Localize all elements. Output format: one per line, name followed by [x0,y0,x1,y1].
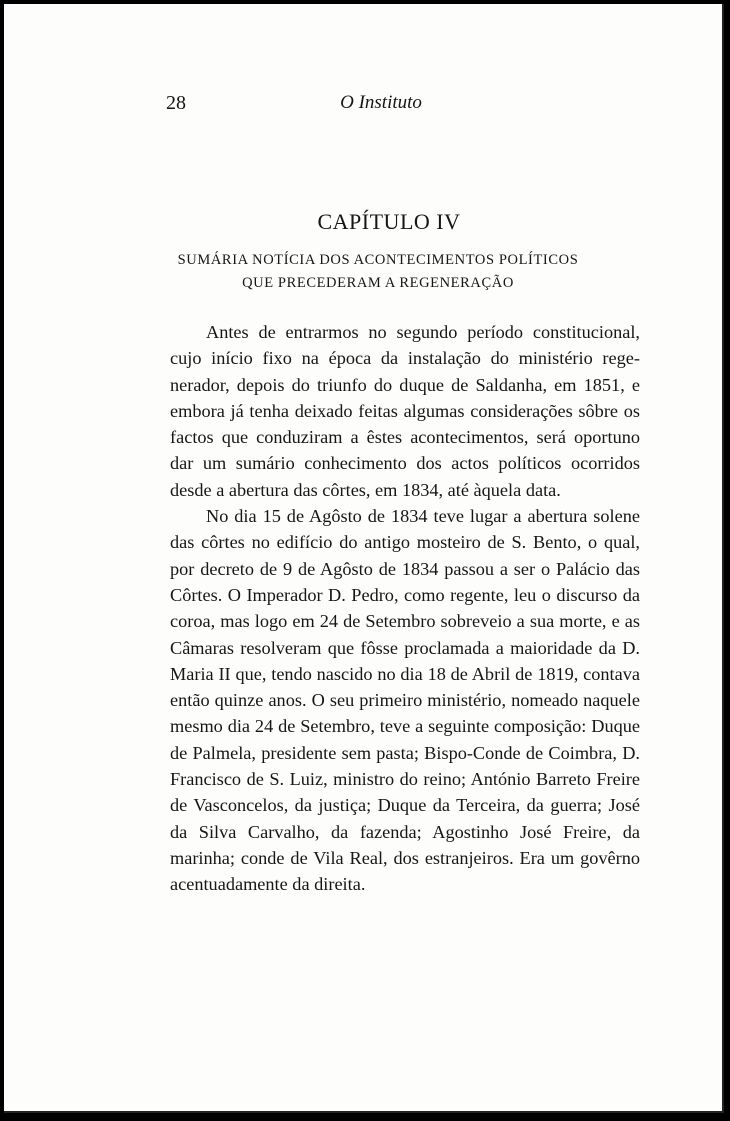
book-page [4,4,724,1113]
chapter-subtitle-line-1: SUMÁRIA NOTÍCIA DOS ACONTECIMENTOS POLÍTICOS [177,252,579,268]
paragraph: Antes de entrarmos no segundo período constitucional, cujo início fixo na época da instalação do ministério regenerador, depois do triunfo do duque de Saldanha, em 1851, e embora já tenha deixado feitas algumas considerações sôbre os factos que conduziram a êstes acontecimentos, será oportuno dar um sumário conhecimento dos actos políticos ocorridos desde a abertura das côrtes, em 1834, até àquela data. [170,322,640,500]
paragraph: No dia 15 de Agôsto de 1834 teve lugar a abertura solene das côrtes no edifício do antigo mosteiro de S. Bento, o qual, por decreto de 9 de Agôsto de 1834 passou a ser o Palácio das Côrtes. O Imperador D. Pedro, como regente, leu o discurso da coroa, mas logo em 24 de Setembro sobreveio a sua morte, e as Câmaras resolveram que fôsse proclamada a maioridade da D. Maria II que, tendo nascido no dia 18 de Abril de 1819, contava então quinze anos. O seu primeiro ministério, nomeado naquele mesmo dia 24 de Setembro, teve a seguinte composição: Duque de Palmela, presidente sem pasta; Bispo-Conde de Coimbra, D. Francisco de S. Luiz, ministro do reino; António Barreto Freire de Vasconcelos, da justiça; Duque da Terceira, da guerra; José da Silva Carvalho, da fazenda; Agostinho José Freire, da marinha; conde de Vila Real, dos estranjeiros. Era um govêrno acentuadamente da direita. [170,506,640,895]
chapter-subtitle-line-2: QUE PRECEDERAM A REGENERAÇÃO [242,275,514,291]
running-head [4,92,722,118]
page-number: 28 [166,92,186,114]
body-text [170,319,640,898]
chapter-title: CAPÍTULO IV [317,209,461,234]
running-title: O Instituto [340,92,422,113]
